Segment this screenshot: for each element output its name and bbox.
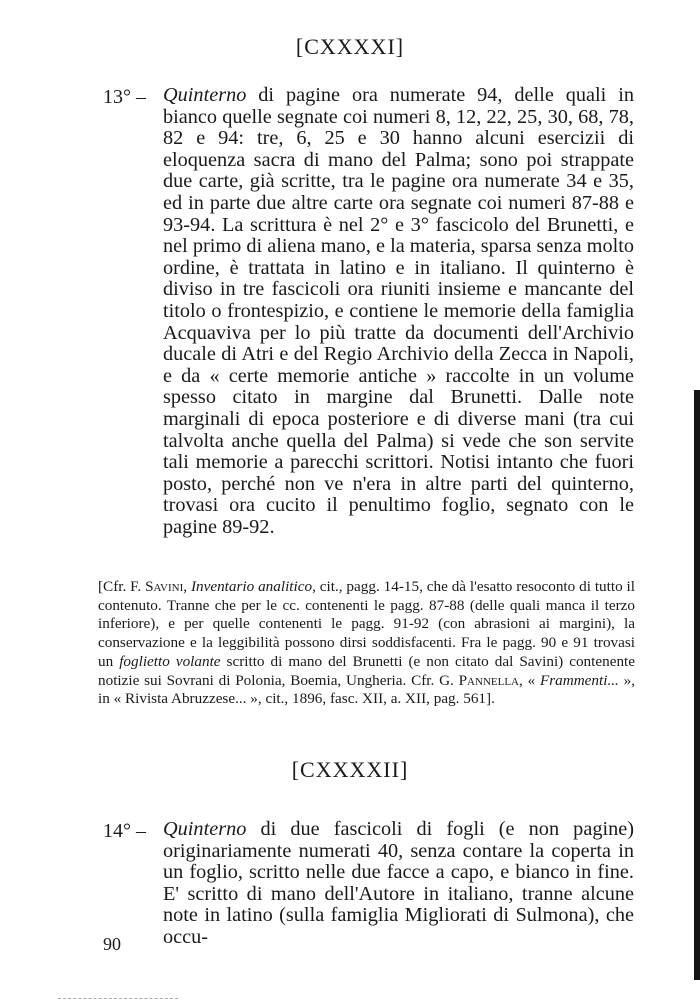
entry-number-13: 13° –: [103, 86, 146, 108]
note-sep2: , «: [519, 671, 540, 689]
title-frammenti: Frammenti...: [539, 671, 619, 689]
footnote-block: [98, 578, 635, 709]
lead-italic-quinterno: Quinterno: [163, 84, 247, 106]
entry-text-13: di pagine ora numerate 94, delle quali in bianco quelle segnate coi numeri 8, 12, 22, 25, 30, 68, 78, 82 e 94: tre, 6, 25 e 30 hanno alcuni esercizii di eloquenza sacra di mano del Palma; sono poi strappate due carte, già scritte, tra le pagine ora numerate 34 e 35, ed in parte due altre carte ora segnate coi numeri 87-88 e 93-94. La scrittura è nel 2° e 3° fascicolo del Brunetti, e nel primo di aliena mano, e la materia, sparsa senza molto ordine, è trattata in latino e in italiano. Il quinterno è diviso in tre fascicoli ora riuniti insieme e mancante del titolo o frontespizio, e contiene le memorie della famiglia Acquaviva per lo più tratte da documenti dell'Archivio ducale di Atri e del Regio Archivio della Zecca in Napoli, e da « certe memorie antiche » raccolte in un volume spesso citato in margine dal Brunetti. Dalle note marginali di epoca posteriore e di diverse mani (tra cui talvolta anche quella del Palma) si vede che son servite tali memorie a parecchi scrittori. Notisi intanto che fuori posto, perché non ve n'era in altre parti del quinterno, trovasi ora cucito il penultimo foglio, segnato con le pagine 89-92.: [163, 84, 634, 538]
entry-number-14: 14° –: [103, 820, 146, 842]
author-pannella: Pannella: [458, 671, 519, 689]
note-text3: », in « Rivista Abruzzese... », cit., 1896, fasc. XII, a. XII, pag. 561].: [98, 671, 636, 708]
note-open: [Cfr. F.: [98, 578, 146, 595]
scan-artifact-line: [58, 998, 178, 1000]
lead-italic-quinterno-2: Quinterno: [163, 818, 247, 840]
entry-body-13: [163, 85, 634, 538]
italic-foglietto: foglietto volante: [119, 652, 221, 670]
author-savini: Savini: [145, 578, 184, 595]
section-heading-cxxxxii: [CXXXXII]: [291, 757, 409, 782]
note-text1: , cit., pagg. 14-15, che dà l'esatto resoconto di tutto il contenuto. Tranne che per le cc. contenenti le pagg. 87-88 (delle quali manca il terzo inferiore), e per quelle contenenti le pagg. 91-92 (con abrasioni ai margini), la conservazione e la leggibilità possono dirsi soddisfacenti. Fra le pagg. 90 e 91 trovasi un: [98, 578, 635, 670]
note-text2: scritto di mano del Brunetti (e non citato dal Savini) contenente notizie sui Sovrani di Polonia, Boemia, Ungheria. Cfr. G.: [98, 652, 636, 689]
entry-text-14: di due fascicoli di fogli (e non pagine) originariamente numerati 40, senza contare la coperta in un foglio, scritto nelle due facce a capo, e bianco in fine. E' scritto di mano dell'Autore in italiano, tranne alcune note in latino (sulla famiglia Migliorati di Sulmona), che occu-: [163, 818, 634, 948]
page-number: 90: [103, 934, 121, 954]
section-heading-cxxxxi: [CXXXXI]: [295, 34, 405, 59]
page-edge-shadow: [694, 390, 700, 980]
title-inventario: Inventario analitico: [190, 578, 313, 595]
entry-body-14: [163, 819, 634, 949]
note-sep1: ,: [183, 578, 191, 595]
